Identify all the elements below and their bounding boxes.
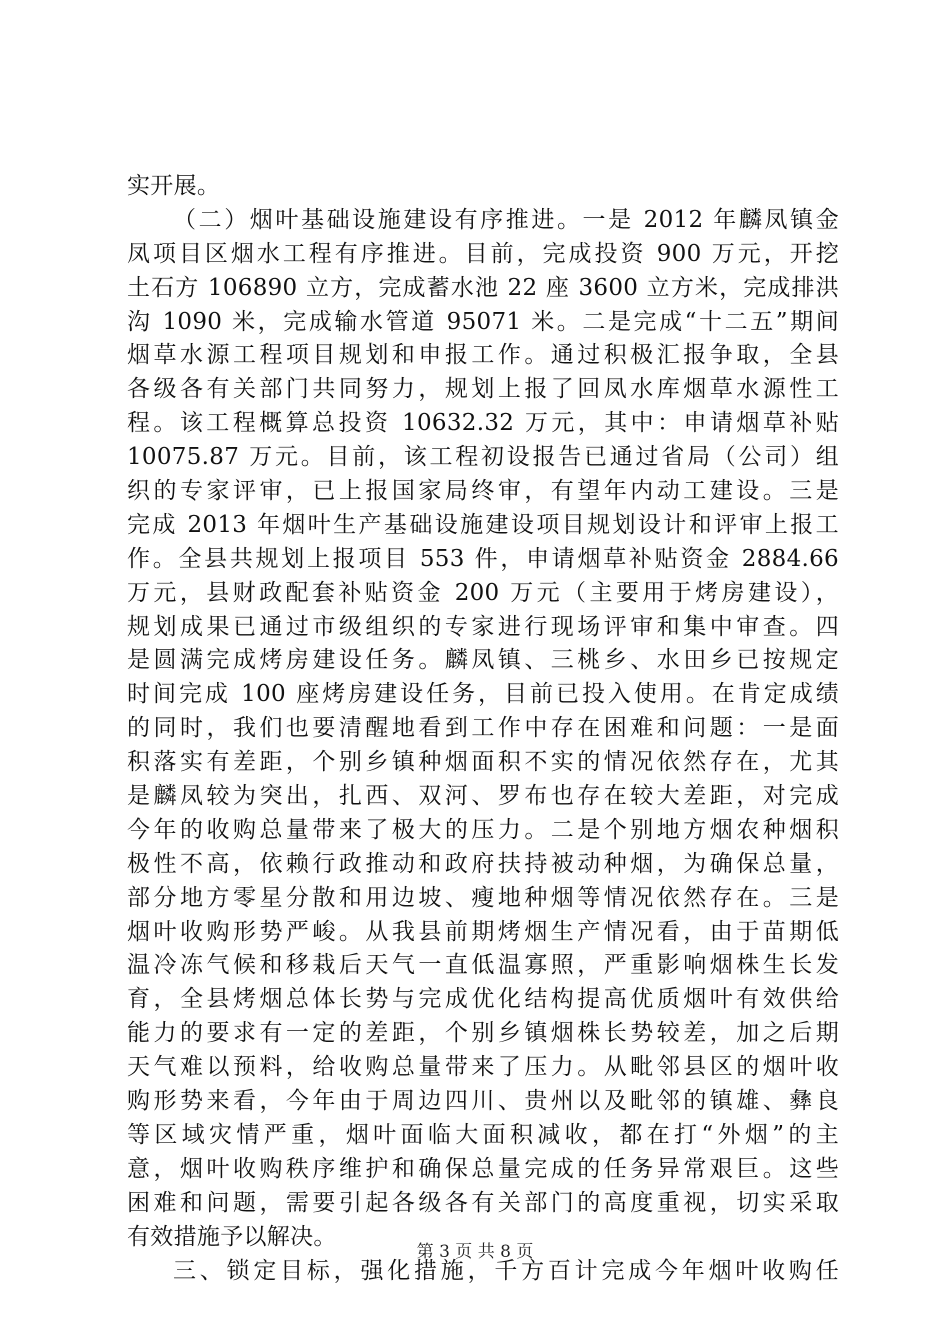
text-line: 万元，县财政配套补贴资金 200 万元（主要用于烤房建设），	[127, 579, 839, 606]
text-line: 沟 1090 米，完成输水管道 95071 米。二是完成“十二五”期间	[127, 308, 839, 335]
text-line: 作。全县共规划上报项目 553 件，申请烟草补贴资金 2884.66	[127, 545, 839, 572]
text-line: 烟草水源工程项目规划和申报工作。通过积极汇报争取，全县	[127, 342, 839, 369]
text-line: 天气难以预料，给收购总量带来了压力。从毗邻县区的烟叶收	[127, 1054, 839, 1081]
text-line: 购形势来看，今年由于周边四川、贵州以及毗邻的镇雄、彝良	[127, 1088, 839, 1115]
text-line: 意，烟叶收购秩序维护和确保总量完成的任务异常艰巨。这些	[127, 1155, 839, 1182]
text-line: 三、锁定目标，强化措施，千方百计完成今年烟叶收购任	[173, 1257, 839, 1284]
text-line: 时间完成 100 座烤房建设任务，目前已投入使用。在肯定成绩	[127, 681, 839, 708]
text-line: 规划成果已通过市级组织的专家进行现场评审和集中审查。四	[127, 613, 839, 640]
text-line: 土石方 106890 立方，完成蓄水池 22 座 3600 立方米，完成排洪	[127, 274, 839, 301]
text-line: 是圆满完成烤房建设任务。麟凤镇、三桃乡、水田乡已按规定	[127, 647, 839, 674]
text-line: 育，全县烤烟总体长势与完成优化结构提高优质烟叶有效供给	[127, 986, 839, 1013]
text-line: 积落实有差距，个别乡镇种烟面积不实的情况依然存在，尤其	[127, 749, 839, 776]
text-line: 极性不高，依赖行政推动和政府扶持被动种烟，为确保总量，	[127, 850, 839, 877]
text-line: 的同时，我们也要清醒地看到工作中存在困难和问题：一是面	[127, 715, 839, 742]
text-line: 等区域灾情严重，烟叶面临大面积减收，都在打“外烟”的主	[127, 1121, 839, 1148]
text-line: 烟叶收购形势严峻。从我县前期烤烟生产情况看，由于苗期低	[127, 918, 839, 945]
text-line: 有效措施予以解决。	[127, 1223, 337, 1250]
text-line: 各级各有关部门共同努力，规划上报了回凤水库烟草水源性工	[127, 376, 839, 403]
text-line: 实开展。	[127, 173, 221, 199]
text-line: 困难和问题，需要引起各级各有关部门的高度重视，切实采取	[127, 1189, 839, 1216]
body-text	[127, 170, 839, 1288]
text-line: 是麟凤较为突出，扎西、双河、罗布也存在较大差距，对完成	[127, 783, 839, 810]
text-line: （二）烟叶基础设施建设有序推进。一是 2012 年麟凤镇金	[173, 206, 839, 233]
text-line: 程。该工程概算总投资 10632.32 万元，其中：申请烟草补贴	[127, 410, 839, 437]
text-line: 温冷冻气候和移栽后天气一直低温寡照，严重影响烟株生长发	[127, 952, 839, 979]
text-line: 完成 2013 年烟叶生产基础设施建设项目规划设计和评审上报工	[127, 511, 839, 538]
text-line: 10075.87 万元。目前，该工程初设报告已通过省局（公司）组	[127, 444, 839, 471]
page-footer: 第 3 页 共 8 页	[416, 1242, 534, 1262]
text-line: 能力的要求有一定的差距，个别乡镇烟株长势较差，加之后期	[127, 1020, 839, 1047]
text-line: 今年的收购总量带来了极大的压力。二是个别地方烟农种烟积	[127, 816, 839, 843]
text-line: 凤项目区烟水工程有序推进。目前，完成投资 900 万元，开挖	[127, 240, 839, 267]
text-line: 部分地方零星分散和用边坡、瘦地种烟等情况依然存在。三是	[127, 884, 839, 911]
text-line: 织的专家评审，已上报国家局终审，有望年内动工建设。三是	[127, 478, 839, 505]
